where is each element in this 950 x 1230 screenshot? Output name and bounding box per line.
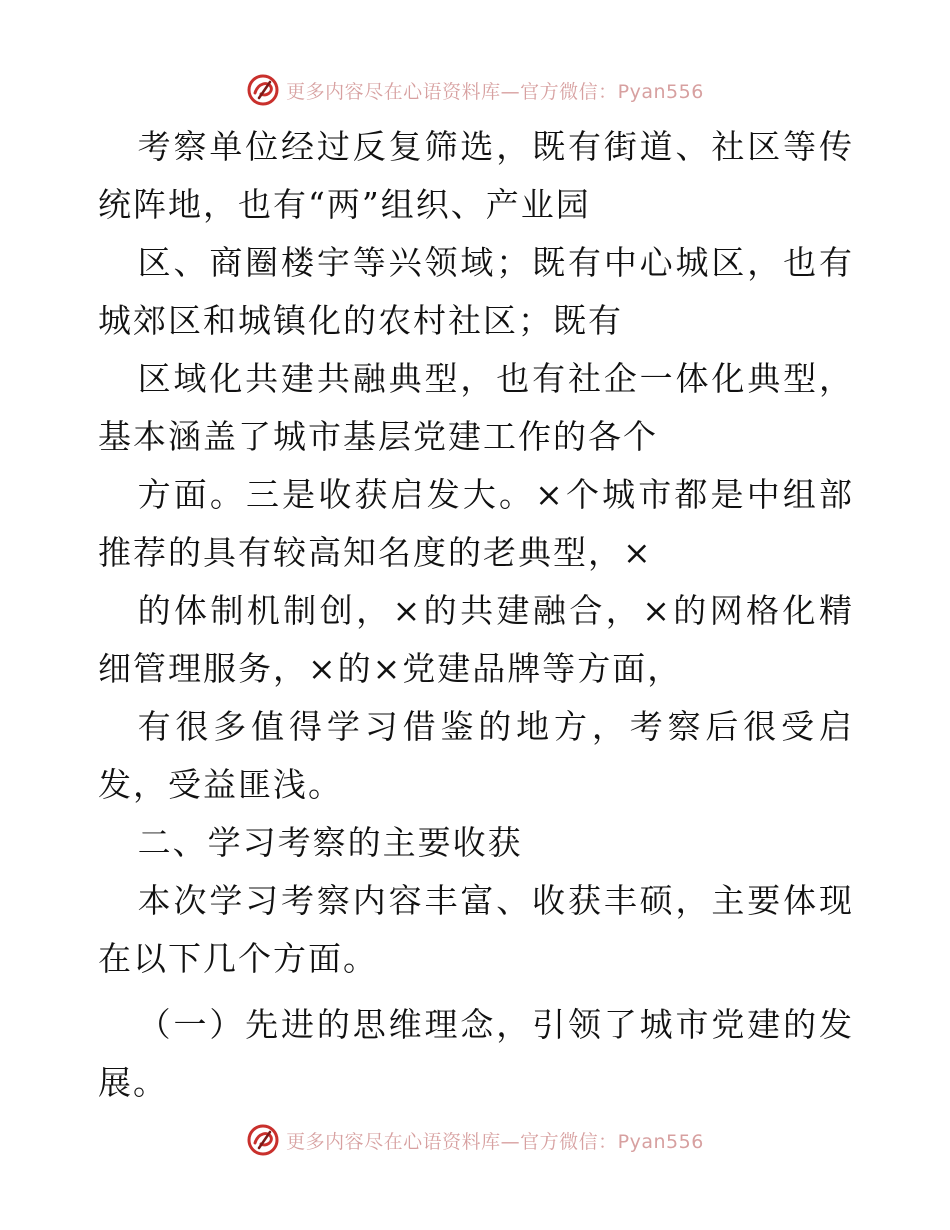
top-watermark-banner [0,70,950,110]
swirl-logo-icon [246,73,280,107]
watermark-text: 更多内容尽在心语资料库—官方微信：Pyan556 [286,1130,704,1153]
document-body [98,118,854,1112]
swirl-logo-icon [246,1123,280,1157]
paragraph: 有很多值得学习借鉴的地方，考察后很受启发，受益匪浅。 [98,707,854,804]
paragraph: 的体制机制创，×的共建融合，×的网格化精细管理服务，×的×党建品牌等方面， [98,591,854,688]
paragraph: 区域化共建共融典型，也有社企一体化典型，基本涵盖了城市基层党建工作的各个 [98,359,854,456]
watermark-text: 更多内容尽在心语资料库—官方微信：Pyan556 [286,80,704,103]
paragraph: 本次学习考察内容丰富、收获丰硕，主要体现在以下几个方面。 [98,881,854,978]
paragraph: 方面。三是收获启发大。×个城市都是中组部推荐的具有较高知名度的老典型，× [98,475,854,572]
paragraph: 考察单位经过反复筛选，既有街道、社区等传统阵地，也有“两”组织、产业园 [98,127,854,224]
section-heading: 二、学习考察的主要收获 [137,823,523,862]
paragraph: 区、商圈楼宇等兴领域；既有中心城区，也有城郊区和城镇化的农村社区；既有 [98,243,854,340]
bottom-watermark-banner [0,1120,950,1160]
subsection-heading: （一）先进的思维理念，引领了城市党建的发展。 [98,1005,854,1102]
